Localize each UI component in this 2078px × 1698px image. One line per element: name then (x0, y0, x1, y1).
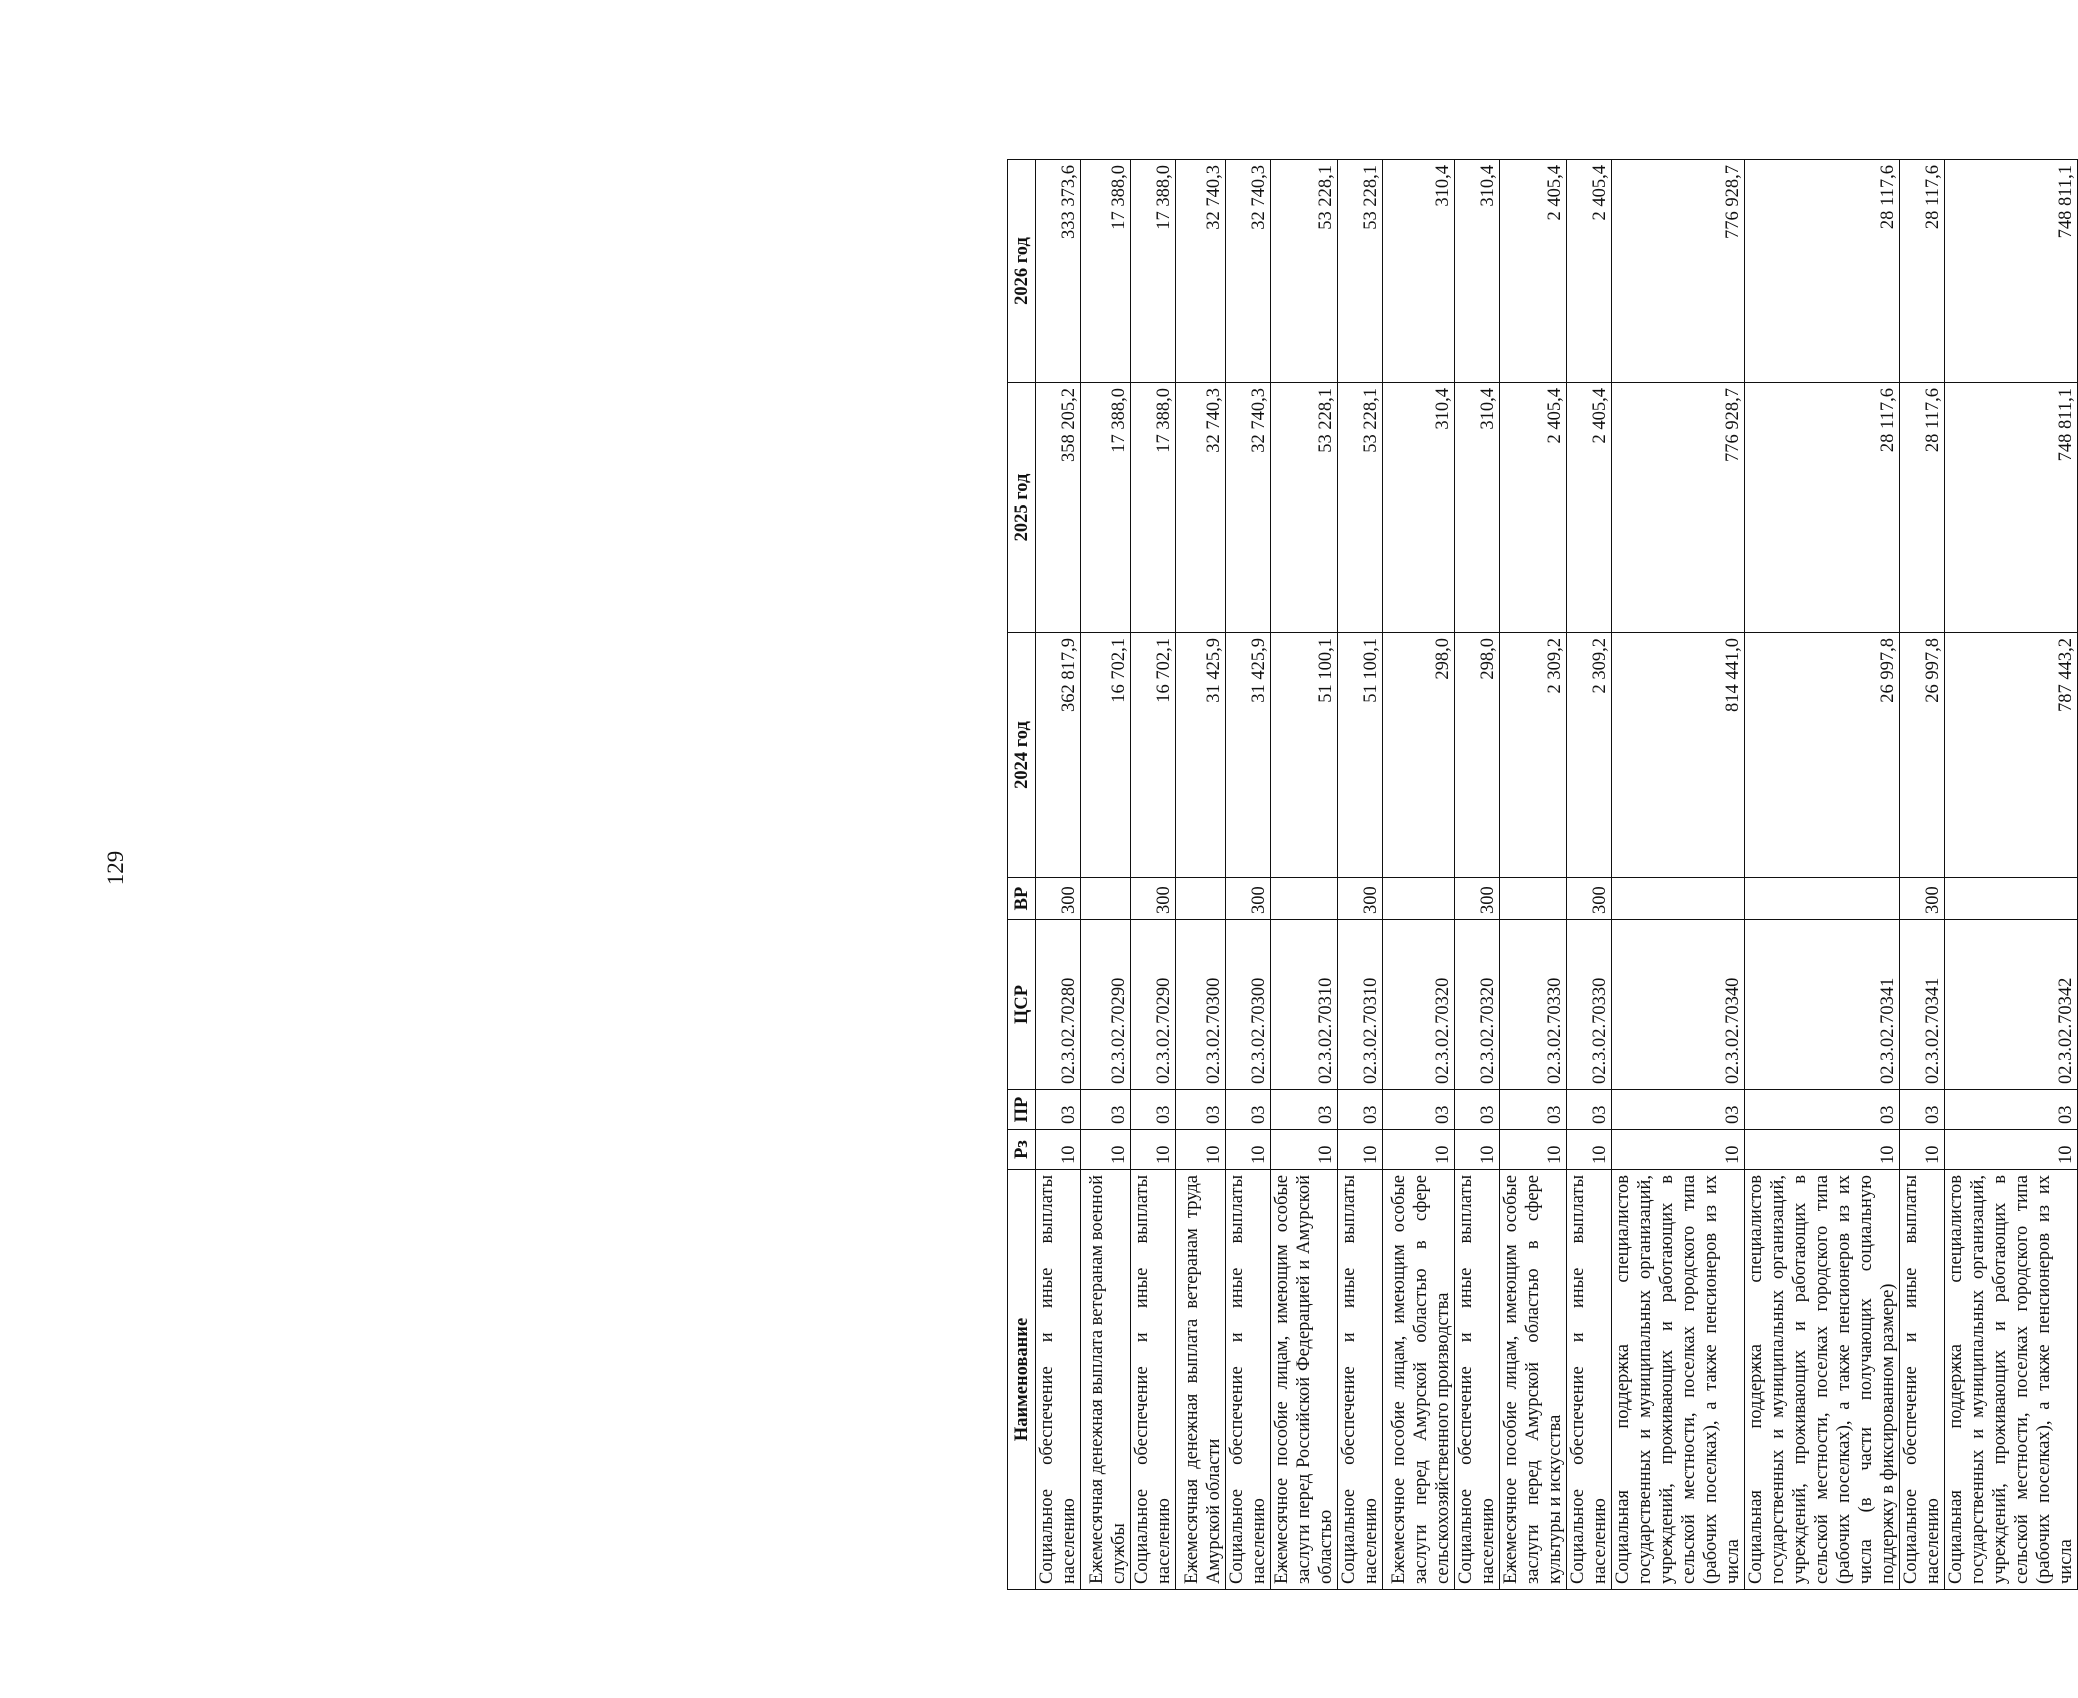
table-row (1338, 160, 1383, 1590)
cell-pr: 03 (1500, 1090, 1567, 1130)
cell-csr: 02.3.02.70330 (1567, 920, 1612, 1090)
cell-2026: 53 228,1 (1338, 160, 1383, 383)
cell-vr (1612, 878, 1745, 920)
cell-2024: 298,0 (1455, 633, 1500, 878)
table-row (1176, 160, 1226, 1590)
cell-2024: 31 425,9 (1176, 633, 1226, 878)
cell-vr (1271, 878, 1338, 920)
cell-rz: 10 (1131, 1130, 1176, 1170)
cell-name: Ежемесячная денежная выплата ветеранам военной службы (1081, 1170, 1131, 1590)
table-row (1745, 160, 1900, 1590)
cell-rz: 10 (1271, 1130, 1338, 1170)
cell-pr: 03 (1612, 1090, 1745, 1130)
cell-pr: 03 (1745, 1090, 1900, 1130)
cell-2026: 17 388,0 (1131, 160, 1176, 383)
table-row (1945, 160, 2078, 1590)
column-header-rz: Рз (1008, 1130, 1036, 1170)
cell-2025: 28 117,6 (1900, 383, 1945, 633)
cell-name: Социальная поддержка специалистов государственных и муниципальных организаций, учреждений, проживающих и работающих в сельской местности, поселках городского типа (рабочих поселках), а также пенсионеров из их числа (1945, 1170, 2078, 1590)
cell-name: Ежемесячное пособие лицам, имеющим особые заслуги перед Амурской областью в сфере культуры и искусства (1500, 1170, 1567, 1590)
cell-2024: 26 997,8 (1900, 633, 1945, 878)
cell-csr: 02.3.02.70320 (1455, 920, 1500, 1090)
table-row (1036, 160, 1081, 1590)
cell-name: Социальная поддержка специалистов государственных и муниципальных организаций, учреждений, проживающих и работающих в сельской местности, поселках городского типа (рабочих поселках), а также пенсионеров из их числа (1612, 1170, 1745, 1590)
cell-pr: 03 (1900, 1090, 1945, 1130)
cell-csr: 02.3.02.70310 (1271, 920, 1338, 1090)
cell-csr: 02.3.02.70341 (1900, 920, 1945, 1090)
cell-vr (1745, 878, 1900, 920)
cell-name: Ежемесячная денежная выплата ветеранам труда Амурской области (1176, 1170, 1226, 1590)
table-row (1383, 160, 1455, 1590)
cell-rz: 10 (1900, 1130, 1945, 1170)
cell-rz: 10 (1081, 1130, 1131, 1170)
cell-vr (1945, 878, 2078, 920)
table-row (1612, 160, 1745, 1590)
cell-name: Социальная поддержка специалистов государственных и муниципальных организаций, учреждений, проживающих и работающих в сельской местности, поселках городского типа (рабочих поселках), а также пенсионеров из их числа (в части получающих социальную поддержку в фиксированном размере) (1745, 1170, 1900, 1590)
cell-pr: 03 (1383, 1090, 1455, 1130)
cell-2026: 17 388,0 (1081, 160, 1131, 383)
cell-vr (1500, 878, 1567, 920)
cell-pr: 03 (1036, 1090, 1081, 1130)
column-header-pr: ПР (1008, 1090, 1036, 1130)
cell-name: Социальное обеспечение и иные выплаты населению (1455, 1170, 1500, 1590)
cell-2024: 787 443,2 (1945, 633, 2078, 878)
column-header-name: Наименование (1008, 1170, 1036, 1590)
cell-2025: 358 205,2 (1036, 383, 1081, 633)
cell-name: Ежемесячное пособие лицам, имеющим особые заслуги перед Российской Федерацией и Амурской областью (1271, 1170, 1338, 1590)
cell-rz: 10 (1612, 1130, 1745, 1170)
cell-name: Социальное обеспечение и иные выплаты населению (1226, 1170, 1271, 1590)
cell-vr: 300 (1131, 878, 1176, 920)
cell-pr: 03 (1271, 1090, 1338, 1130)
cell-pr: 03 (1131, 1090, 1176, 1130)
cell-2025: 32 740,3 (1176, 383, 1226, 633)
cell-name: Социальное обеспечение и иные выплаты населению (1567, 1170, 1612, 1590)
cell-2025: 53 228,1 (1271, 383, 1338, 633)
cell-rz: 10 (1176, 1130, 1226, 1170)
cell-2025: 17 388,0 (1131, 383, 1176, 633)
cell-pr: 03 (1176, 1090, 1226, 1130)
cell-2026: 32 740,3 (1226, 160, 1271, 383)
cell-2024: 298,0 (1383, 633, 1455, 878)
cell-rz: 10 (1455, 1130, 1500, 1170)
cell-name: Социальное обеспечение и иные выплаты населению (1036, 1170, 1081, 1590)
table-row (1271, 160, 1338, 1590)
table-row (1900, 160, 1945, 1590)
cell-vr: 300 (1900, 878, 1945, 920)
table-row (1131, 160, 1176, 1590)
table-row (1567, 160, 1612, 1590)
cell-rz: 10 (1567, 1130, 1612, 1170)
cell-2024: 362 817,9 (1036, 633, 1081, 878)
cell-2024: 31 425,9 (1226, 633, 1271, 878)
cell-vr: 300 (1226, 878, 1271, 920)
cell-2025: 776 928,7 (1612, 383, 1745, 633)
cell-2024: 26 997,8 (1745, 633, 1900, 878)
cell-rz: 10 (1945, 1130, 2078, 1170)
cell-2025: 53 228,1 (1338, 383, 1383, 633)
cell-vr: 300 (1036, 878, 1081, 920)
cell-2026: 28 117,6 (1900, 160, 1945, 383)
cell-name: Ежемесячное пособие лицам, имеющим особые заслуги перед Амурской областью в сфере сельскохозяйственного производства (1383, 1170, 1455, 1590)
cell-pr: 03 (1081, 1090, 1131, 1130)
cell-2026: 2 405,4 (1567, 160, 1612, 383)
cell-2025: 2 405,4 (1567, 383, 1612, 633)
cell-2026: 310,4 (1455, 160, 1500, 383)
cell-2025: 2 405,4 (1500, 383, 1567, 633)
cell-csr: 02.3.02.70342 (1945, 920, 2078, 1090)
cell-vr (1081, 878, 1131, 920)
cell-rz: 10 (1036, 1130, 1081, 1170)
cell-csr: 02.3.02.70290 (1081, 920, 1131, 1090)
cell-csr: 02.3.02.70341 (1745, 920, 1900, 1090)
cell-2024: 814 441,0 (1612, 633, 1745, 878)
cell-rz: 10 (1338, 1130, 1383, 1170)
column-header-csr: ЦСР (1008, 920, 1036, 1090)
column-header-2025: 2025 год (1008, 383, 1036, 633)
budget-table (1007, 159, 2078, 1590)
column-header-2026: 2026 год (1008, 160, 1036, 383)
cell-2026: 32 740,3 (1176, 160, 1226, 383)
table-row (1081, 160, 1131, 1590)
cell-rz: 10 (1745, 1130, 1900, 1170)
cell-pr: 03 (1455, 1090, 1500, 1130)
cell-csr: 02.3.02.70320 (1383, 920, 1455, 1090)
cell-2026: 310,4 (1383, 160, 1455, 383)
column-header-2024: 2024 год (1008, 633, 1036, 878)
cell-2024: 51 100,1 (1338, 633, 1383, 878)
cell-csr: 02.3.02.70330 (1500, 920, 1567, 1090)
cell-name: Социальное обеспечение и иные выплаты населению (1900, 1170, 1945, 1590)
cell-2025: 748 811,1 (1945, 383, 2078, 633)
cell-csr: 02.3.02.70290 (1131, 920, 1176, 1090)
cell-2026: 53 228,1 (1271, 160, 1338, 383)
cell-csr: 02.3.02.70280 (1036, 920, 1081, 1090)
cell-vr: 300 (1567, 878, 1612, 920)
table-header-row (1008, 160, 1036, 1590)
cell-2024: 2 309,2 (1500, 633, 1567, 878)
cell-2026: 776 928,7 (1612, 160, 1745, 383)
cell-2025: 28 117,6 (1745, 383, 1900, 633)
cell-vr (1176, 878, 1226, 920)
cell-2024: 16 702,1 (1131, 633, 1176, 878)
table-row (1500, 160, 1567, 1590)
cell-name: Социальное обеспечение и иные выплаты населению (1338, 1170, 1383, 1590)
rotated-table-wrapper (1007, 160, 2076, 1590)
cell-2025: 17 388,0 (1081, 383, 1131, 633)
cell-2025: 310,4 (1383, 383, 1455, 633)
cell-name: Социальное обеспечение и иные выплаты населению (1131, 1170, 1176, 1590)
cell-rz: 10 (1500, 1130, 1567, 1170)
cell-2025: 32 740,3 (1226, 383, 1271, 633)
cell-pr: 03 (1567, 1090, 1612, 1130)
cell-2026: 28 117,6 (1745, 160, 1900, 383)
cell-2025: 310,4 (1455, 383, 1500, 633)
cell-rz: 10 (1226, 1130, 1271, 1170)
cell-csr: 02.3.02.70340 (1612, 920, 1745, 1090)
cell-vr: 300 (1338, 878, 1383, 920)
cell-vr (1383, 878, 1455, 920)
cell-csr: 02.3.02.70310 (1338, 920, 1383, 1090)
cell-2026: 2 405,4 (1500, 160, 1567, 383)
cell-2024: 16 702,1 (1081, 633, 1131, 878)
cell-2026: 748 811,1 (1945, 160, 2078, 383)
cell-pr: 03 (1338, 1090, 1383, 1130)
cell-csr: 02.3.02.70300 (1176, 920, 1226, 1090)
page-number: 129 (103, 850, 128, 886)
table-row (1455, 160, 1500, 1590)
cell-vr: 300 (1455, 878, 1500, 920)
cell-csr: 02.3.02.70300 (1226, 920, 1271, 1090)
column-header-vr: ВР (1008, 878, 1036, 920)
cell-2024: 2 309,2 (1567, 633, 1612, 878)
cell-2024: 51 100,1 (1271, 633, 1338, 878)
cell-rz: 10 (1383, 1130, 1455, 1170)
cell-pr: 03 (1226, 1090, 1271, 1130)
cell-pr: 03 (1945, 1090, 2078, 1130)
cell-2026: 333 373,6 (1036, 160, 1081, 383)
table-row (1226, 160, 1271, 1590)
